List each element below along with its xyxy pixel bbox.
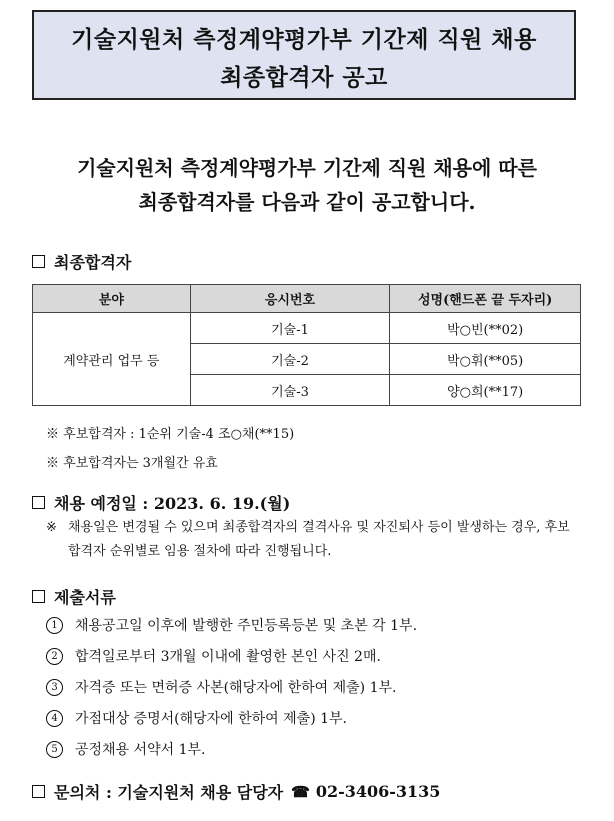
exam-no-cell: 기술-3 — [190, 375, 390, 406]
section-date-heading — [32, 491, 290, 514]
number-circle: 2 — [46, 648, 63, 665]
number-circle: 4 — [46, 710, 63, 727]
header-field: 분야 — [33, 285, 191, 313]
doc-item — [46, 739, 205, 759]
validity-note-text: 후보합격자는 3개월간 유효 — [63, 456, 218, 471]
exam-no-cell: 기술-1 — [190, 313, 390, 344]
doc-item — [46, 615, 417, 635]
exam-no-cell: 기술-2 — [190, 344, 390, 375]
name-cell: 박○휘(**05) — [390, 344, 581, 375]
reserve-note-text: 후보합격자 : 1순위 기술-4 조○채(**15) — [63, 427, 295, 442]
section-contact — [32, 780, 440, 803]
doc-item — [46, 677, 396, 697]
doc-item-text: 자격증 또는 면허증 사본(해당자에 한하여 제출) 1부. — [75, 680, 397, 696]
doc-item-text: 가점대상 증명서(해당자에 한하여 제출) 1부. — [75, 711, 347, 727]
header-exam-no: 응시번호 — [190, 285, 390, 313]
name-cell: 박○빈(**02) — [390, 313, 581, 344]
doc-item-text: 공정채용 서약서 1부. — [75, 742, 206, 758]
section-result-heading — [32, 250, 131, 273]
field-cell: 계약관리 업무 등 — [33, 313, 191, 406]
number-circle: 3 — [46, 679, 63, 696]
section-docs-label: 제출서류 — [54, 588, 116, 607]
title-line-1: 기술지원처 측정계약평가부 기간제 직원 채용 — [71, 26, 537, 53]
contact-label: 문의처 : 기술지원처 채용 담당자 — [54, 783, 284, 802]
result-table — [32, 284, 581, 406]
checkbox-square-icon — [32, 496, 45, 509]
checkbox-square-icon — [32, 590, 45, 603]
section-docs-heading — [32, 585, 116, 608]
doc-item-text: 채용공고일 이후에 발행한 주민등록등본 및 초본 각 1부. — [75, 618, 418, 634]
table-header-row — [33, 285, 581, 313]
reference-mark: ※ — [46, 456, 60, 471]
number-circle: 1 — [46, 617, 63, 634]
date-note — [46, 516, 581, 564]
doc-item-text: 합격일로부터 3개월 이내에 촬영한 본인 사진 2매. — [75, 649, 381, 665]
phone-icon: ☎ — [291, 782, 310, 801]
title-box — [32, 10, 576, 100]
contact-phone: 02-3406-3135 — [315, 782, 441, 801]
validity-note — [46, 452, 218, 471]
doc-item — [46, 708, 347, 728]
reference-mark: ※ — [46, 520, 57, 535]
checkbox-square-icon — [32, 785, 45, 798]
date-note-text: 채용일은 변경될 수 있으며 최종합격자의 결격사유 및 자진퇴사 등이 발생하는 경우, 후보합격자 순위별로 임용 절차에 따라 진행됩니다. — [68, 520, 570, 559]
intro-line-1: 기술지원처 측정계약평가부 기간제 직원 채용에 따른 — [77, 156, 537, 180]
title-line-2: 최종합격자 공고 — [220, 64, 388, 91]
name-cell: 양○희(**17) — [390, 375, 581, 406]
section-date-label: 채용 예정일 : 2023. 6. 19.(월) — [54, 494, 291, 513]
number-circle: 5 — [46, 741, 63, 758]
reference-mark: ※ — [46, 427, 60, 442]
section-result-label: 최종합격자 — [54, 253, 132, 272]
header-name: 성명(핸드폰 끝 두자리) — [390, 285, 581, 313]
intro-line-2: 최종합격자를 다음과 같이 공고합니다. — [138, 190, 476, 214]
checkbox-square-icon — [32, 255, 45, 268]
reserve-note — [46, 423, 294, 442]
table-row — [33, 313, 581, 344]
doc-item — [46, 646, 381, 666]
